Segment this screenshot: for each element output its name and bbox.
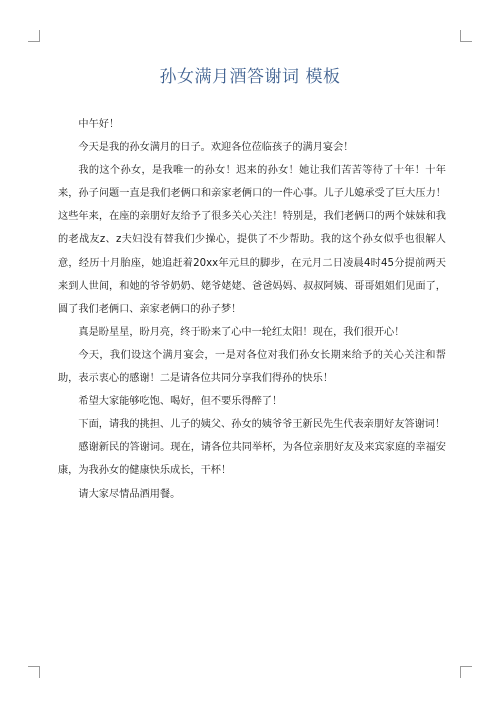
crop-mark-top-left [28, 30, 40, 42]
paragraph-wish: 希望大家能够吃饱、喝好，但不要乐得醉了！ [78, 396, 283, 408]
paragraph-story: 我的这个孙女，是我唯一的孙女！迟来的孙女！她让我们苦苦等待了十年！十年来，孙子问题一直是我们老俩口和亲家老俩口的一件心事。儿子儿媳承受了巨大压力！这些年来，在座的亲朋好友给予了很多关心关注！特别是，我们老俩口的两个妹妹和我的老战友z、z夫妇没有替我们少操心，提供了不少帮助。我的这个孙女似乎也很解人意，经历十月胎座，她追赶着20xx年元旦的脚步，在元月二日凌晨4时45分提前两天来到人世间，和她的爷爷奶奶、姥爷姥姥、爸爸妈妈、叔叔阿姨、哥哥姐姐们见面了，圆了我们老俩口、亲家老俩口的孙子梦！ [58, 165, 446, 315]
paragraph-joy: 真是盼星星，盼月亮，终于盼来了心中一轮红太阳！现在，我们很开心！ [78, 326, 405, 338]
document-title: 孙女满月酒答谢词 模板 [159, 67, 341, 87]
paragraph-enjoy: 请大家尽情品酒用餐。 [78, 488, 181, 500]
paragraph-toast: 感谢新民的答谢词。现在，请各位共同举杯，为各位亲朋好友及来宾家庭的幸福安康，为我孙女的健康快乐成长，干杯！ [58, 442, 446, 477]
crop-mark-bottom-right [460, 666, 472, 678]
crop-mark-bottom-left [28, 666, 40, 678]
paragraph-thanks: 今天，我们设这个满月宴会，一是对各位对我们孙女长期来给予的关心关注和帮助，表示衷心的感谢！二是请各位共同分享我们得孙的快乐！ [58, 349, 446, 385]
crop-mark-top-right [460, 30, 472, 42]
document-body [58, 113, 446, 506]
paragraph-welcome: 今天是我的孙女满月的日子。欢迎各位莅临孩子的满月宴会！ [78, 142, 354, 154]
paragraph-greeting: 中午好！ [78, 119, 120, 130]
paragraph-invite-speech: 下面，请我的挑担、儿子的姨父、孙女的姨爷爷王新民先生代表亲朋好友答谢词！ [78, 419, 446, 431]
